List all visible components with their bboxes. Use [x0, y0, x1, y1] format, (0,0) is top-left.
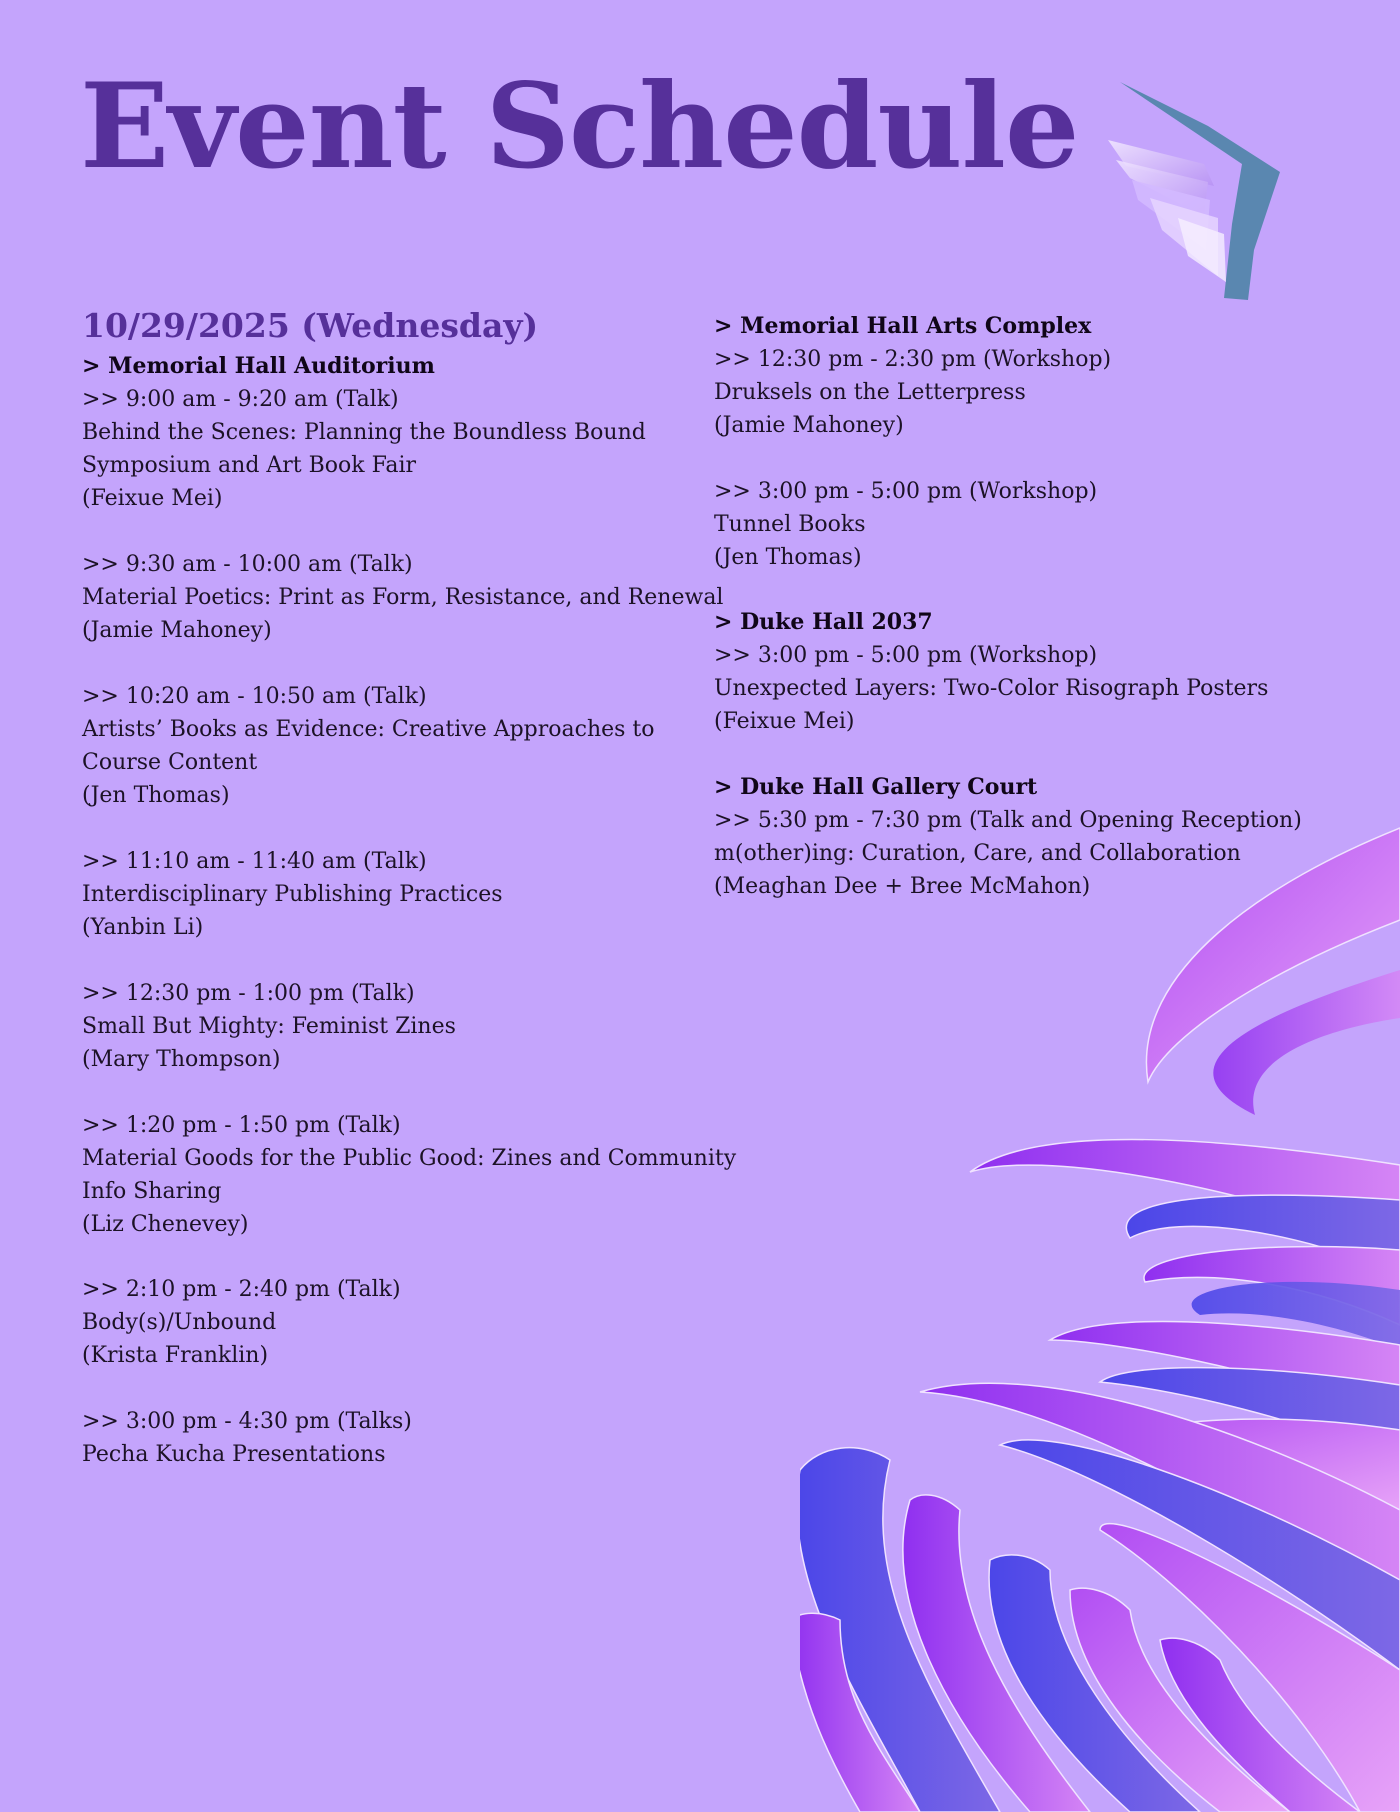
session-speaker: (Liz Chenevey): [82, 1212, 249, 1237]
session-title: Course Content: [82, 750, 258, 775]
session-title: Material Poetics: Print as Form, Resistance, and Renewal: [82, 585, 724, 610]
session-title: Tunnel Books: [714, 512, 866, 537]
session-title: m(other)ing: Curation, Care, and Collaboration: [714, 841, 1241, 866]
session-title: Small But Mighty: Feminist Zines: [82, 1014, 456, 1039]
session-speaker: (Feixue Mei): [82, 486, 223, 511]
session-time: >> 3:00 pm - 5:00 pm (Workshop): [714, 643, 1098, 668]
session-speaker: (Jamie Mahoney): [82, 618, 272, 643]
session-item: [82, 548, 723, 647]
session-speaker: (Jen Thomas): [714, 545, 862, 570]
session-item: [714, 639, 1268, 738]
session-speaker: (Krista Franklin): [82, 1343, 269, 1368]
session-title: Druksels on the Letterpress: [714, 380, 1026, 405]
session-speaker: (Jen Thomas): [82, 783, 230, 808]
session-speaker: (Jamie Mahoney): [714, 413, 904, 438]
session-item: [82, 383, 646, 515]
session-item: [82, 845, 503, 944]
session-speaker: (Feixue Mei): [714, 709, 855, 734]
session-title: Behind the Scenes: Planning the Boundless Bound: [82, 420, 646, 445]
session-time: >> 1:20 pm - 1:50 pm (Talk): [82, 1113, 401, 1138]
session-speaker: (Meaghan Dee + Bree McMahon): [714, 874, 1091, 899]
session-time: >> 3:00 pm - 5:00 pm (Workshop): [714, 479, 1098, 504]
session-time: >> 5:30 pm - 7:30 pm (Talk and Opening Reception): [714, 808, 1302, 833]
session-time: >> 3:00 pm - 4:30 pm (Talks): [82, 1409, 412, 1434]
session-title: Interdisciplinary Publishing Practices: [82, 882, 503, 907]
open-book-icon: [1108, 74, 1288, 308]
session-title: Info Sharing: [82, 1179, 222, 1204]
session-time: >> 9:30 am - 10:00 am (Talk): [82, 552, 413, 577]
session-title: Pecha Kucha Presentations: [82, 1442, 386, 1467]
session-speaker: (Yanbin Li): [82, 915, 204, 940]
session-time: >> 9:00 am - 9:20 am (Talk): [82, 387, 399, 412]
session-item: [82, 977, 456, 1076]
venue-heading: > Duke Hall 2037: [714, 609, 933, 635]
session-time: >> 12:30 pm - 1:00 pm (Talk): [82, 981, 415, 1006]
flowing-ribbons-decoration: [800, 820, 1400, 1812]
session-time: >> 11:10 am - 11:40 am (Talk): [82, 849, 427, 874]
venue-heading: > Memorial Hall Arts Complex: [714, 313, 1092, 339]
session-title: Body(s)/Unbound: [82, 1310, 277, 1335]
session-item: [714, 343, 1111, 442]
session-item: [82, 1405, 412, 1471]
session-title: Material Goods for the Public Good: Zines and Community: [82, 1146, 737, 1171]
session-title: Artists’ Books as Evidence: Creative Approaches to: [82, 717, 655, 742]
session-title: Unexpected Layers: Two-Color Risograph Posters: [714, 676, 1269, 701]
session-item: [82, 1109, 736, 1241]
session-time: >> 10:20 am - 10:50 am (Talk): [82, 684, 427, 709]
session-time: >> 12:30 pm - 2:30 pm (Workshop): [714, 347, 1112, 372]
session-item: [714, 804, 1302, 903]
session-time: >> 2:10 pm - 2:40 pm (Talk): [82, 1277, 401, 1302]
session-item: [82, 680, 655, 812]
date-heading: 10/29/2025 (Wednesday): [82, 306, 539, 345]
session-item: [82, 1273, 401, 1372]
session-speaker: (Mary Thompson): [82, 1047, 281, 1072]
venue-heading: > Duke Hall Gallery Court: [714, 774, 1038, 800]
venue-heading: > Memorial Hall Auditorium: [82, 353, 435, 379]
page-title: Event Schedule: [80, 57, 1079, 195]
session-title: Symposium and Art Book Fair: [82, 453, 417, 478]
session-item: [714, 475, 1097, 574]
